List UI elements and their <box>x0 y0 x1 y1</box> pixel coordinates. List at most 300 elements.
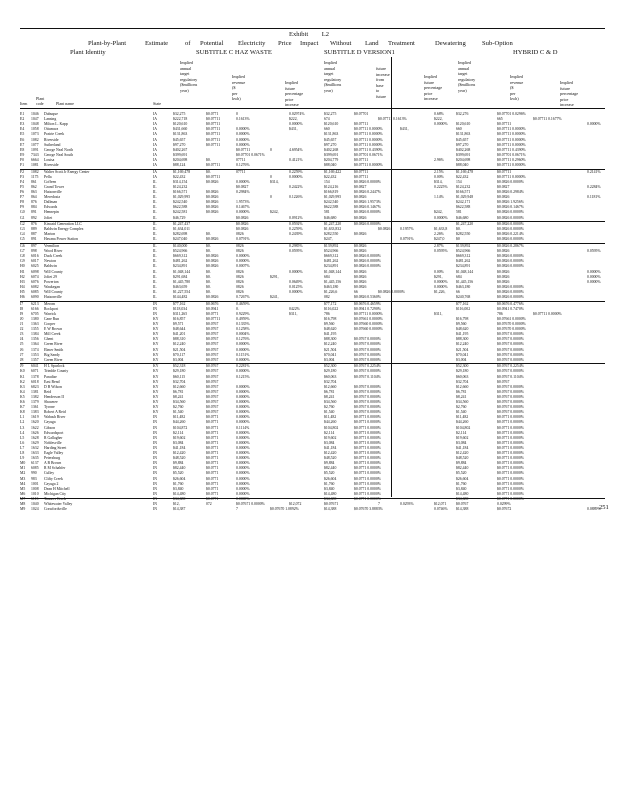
row-state: IA <box>153 142 158 147</box>
row-cell: 0.2985% <box>289 244 303 248</box>
row-plant-name: Wabash River <box>44 415 66 420</box>
row-cell: $240,768 <box>456 295 471 299</box>
row-cell: 0.0000% <box>236 466 250 471</box>
row-cell: $0.0771 <box>206 425 219 430</box>
row-cell: $431, <box>289 127 298 132</box>
row-cell: $282,698 <box>173 232 188 237</box>
row-cell: $0.0826 <box>236 227 249 232</box>
row-plant-name: Robert A Reid <box>44 410 66 415</box>
row-cell: $0.0676 <box>206 301 219 306</box>
row-cell: 0.0000% <box>236 384 250 389</box>
row-cell: $41,195 <box>456 332 469 337</box>
row-plant-code: 1046 <box>31 112 39 116</box>
row-plant-code: 6071 <box>31 369 39 374</box>
row-plant-code: 1008 <box>31 486 39 491</box>
row-cell: $0.0771 <box>206 476 219 481</box>
row-item: E6 <box>20 137 25 142</box>
row-cell: $0.0767 <box>206 405 219 410</box>
row-cell: $41,184 <box>173 445 186 450</box>
row-cell: $0.0826 0.0000% <box>497 227 524 232</box>
row-cell: $12,071 <box>434 502 447 506</box>
row-cell: $234,891 <box>324 264 339 269</box>
row-state: IN <box>153 301 158 306</box>
row-cell: $1,169,478 <box>173 169 191 174</box>
row-item: E5 <box>20 132 25 137</box>
item-header: Item <box>20 101 28 106</box>
row-plant-code: 863 <box>31 190 37 194</box>
row-cell: $481,262 <box>456 259 471 264</box>
row-cell: $0.07670 1.0892% <box>270 507 299 512</box>
row-cell: $0.0826 0.2984% <box>497 190 524 194</box>
row-state: IL <box>153 254 157 259</box>
exhibit-label <box>0 31 618 38</box>
row-cell: $41,201 <box>173 332 186 337</box>
row-cell: 2.26% <box>434 232 444 237</box>
row-cell: $0. <box>206 289 211 294</box>
row-item: G6 <box>20 244 25 248</box>
row-cell: 0.0595% <box>289 249 303 254</box>
row-cell: 0.1226% <box>289 195 303 200</box>
row-plant-code: 983 <box>31 476 37 481</box>
row-plant-name: Big Sandy <box>44 352 60 357</box>
row-plant-code: 6017 <box>31 259 39 264</box>
row-plant-name: Harding Street <box>44 445 67 450</box>
row-item: K1 <box>20 374 25 379</box>
plant-code-header: Plant <box>36 96 45 101</box>
row-plant-code: 892 <box>31 215 37 220</box>
row-cell: $431, <box>400 127 409 132</box>
row-plant-name: Trimble County <box>44 369 69 374</box>
row-cell: $0.07711 0.0000% <box>497 174 526 179</box>
row-cell: $88,124 <box>173 163 186 167</box>
row-cell: $2,760 <box>324 405 335 410</box>
row-cell: $241, <box>270 295 279 299</box>
row-cell: $46,729 <box>173 215 186 220</box>
row-cell: $88,040 <box>324 163 337 167</box>
row-plant-code: 1622 <box>31 425 39 430</box>
row-cell: 0.0000% <box>236 357 250 362</box>
row-cell: $0.0771 <box>206 466 219 471</box>
row-cell: $0.0826 0.0000% <box>497 289 524 294</box>
row-cell: $1,247,437 <box>173 222 191 227</box>
row-cell: 0.0000% <box>289 122 303 127</box>
row-cell: $97,270 <box>324 142 337 147</box>
row-plant-name: Riverside <box>44 163 59 167</box>
row-item: K6 <box>20 400 25 404</box>
row-plant-code: 898 <box>31 249 37 254</box>
row-cell: $0.07711 <box>206 127 221 132</box>
row-cell: $70,117 <box>173 352 186 357</box>
row-cell: $0. <box>206 169 211 174</box>
row-cell: $60,115 <box>173 374 186 379</box>
row-cell: $0.0771 0.0000% <box>354 425 381 430</box>
row-plant-name: Vermilion <box>44 244 60 248</box>
row-cell: $0.0826 0.0000% <box>497 284 524 289</box>
row-cell: $16,798 <box>324 316 337 321</box>
row-cell: $0.0826 <box>206 295 219 299</box>
row-cell: $34,560 <box>324 400 337 404</box>
row-cell: 0.2422% <box>289 184 303 189</box>
row-plant-code: 6085 <box>31 466 39 471</box>
row-cell: $9,884 <box>173 461 184 466</box>
row-cell: $0.0826 <box>206 264 219 269</box>
row-cell: $0.07711 0.0000% <box>354 132 383 137</box>
row-cell: $0.0771 <box>206 112 219 116</box>
row-cell: $0.07671 <box>324 502 339 506</box>
row-cell: $0.0826 <box>236 215 249 220</box>
row-state: IN <box>153 306 158 311</box>
row-cell: $0.0771 0.0000% <box>497 491 524 496</box>
row-state: IA <box>153 163 158 167</box>
row-cell: $0.0771 <box>206 471 219 476</box>
row-cell: $0.0826 0.1467% <box>497 205 524 210</box>
row-item: K0 <box>20 369 25 374</box>
table-row <box>0 237 618 242</box>
row-cell: $82,440 <box>324 466 337 471</box>
row-plant-name: Edwardsport <box>44 430 64 435</box>
row-cell: $1,540 <box>456 410 467 415</box>
row-plant-code: 891 <box>31 210 37 215</box>
row-item: L2 <box>20 420 25 425</box>
row-state: IN <box>153 466 158 471</box>
row-cell: $0.0827 <box>497 184 510 189</box>
row-plant-code: 1082 <box>31 137 39 142</box>
row-item: L5 <box>20 435 25 440</box>
row-cell: $431,660 <box>173 127 188 132</box>
row-cell: $314,154 <box>173 179 188 184</box>
row-cell: $0.0676 0.4776% <box>497 301 524 306</box>
row-state: IN <box>153 502 158 506</box>
row-cell: $282,550 <box>456 232 471 237</box>
row-cell: $0. <box>206 249 211 254</box>
row-cell: $402,268 <box>324 147 339 152</box>
row-cell: 0.0000% <box>236 132 250 137</box>
row-plant-name: Gibson <box>44 425 55 430</box>
row-cell: $5,520 <box>324 471 335 476</box>
row-state: KY <box>153 347 159 352</box>
row-cell: $204,698 <box>173 157 188 162</box>
row-plant-code: 1619 <box>31 415 39 420</box>
row-item: L3 <box>20 425 25 430</box>
row-plant-name: Milton L. Kapp <box>44 122 68 127</box>
row-cell: $88,300 <box>324 337 337 342</box>
row-state: IN <box>153 415 158 420</box>
row-cell: $0.0826 0.0000% <box>497 264 524 269</box>
row-state: KY <box>153 342 159 347</box>
row-state: IN <box>153 486 158 491</box>
row-state: IL <box>153 232 157 237</box>
row-cell: 0.0592% <box>289 222 303 227</box>
row-cell: $14,480 <box>456 491 469 496</box>
row-state: IL <box>153 210 157 215</box>
row-cell: $0.0767 0.0000% <box>354 347 381 352</box>
row-cell: $0.07711 0.0000% <box>354 311 383 316</box>
row-cell: $48,644 <box>173 327 186 332</box>
row-plant-name: Green River <box>44 342 63 347</box>
row-cell: $0.0767 0.0000% <box>497 394 524 399</box>
row-cell: $12,240 <box>173 342 186 347</box>
row-cell: $0.0771 <box>206 311 219 316</box>
row-cell: $6,781 <box>456 389 467 394</box>
row-cell: 0.0000% <box>587 122 601 127</box>
row-item: E8 <box>20 147 25 152</box>
row-cell: $0.0771 0.0000% <box>354 456 381 461</box>
row-cell: $2,114 <box>456 430 467 435</box>
header-block-d-pct: Implied future percentage price increase <box>424 74 443 102</box>
row-cell: $0.0826 <box>497 279 510 284</box>
row-cell: $45,657 <box>173 137 186 142</box>
row-cell: $0.07711 0.1677% <box>533 117 562 122</box>
row-plant-name: Reid <box>44 389 52 394</box>
row-cell: $77,162 <box>173 301 186 306</box>
row-cell: $120,610 <box>173 122 188 127</box>
row-plant-code: 1001 <box>31 481 39 486</box>
row-state: IL <box>153 215 157 220</box>
row-cell: $0.0767 <box>206 374 219 379</box>
row-cell: $26,604 <box>324 476 337 481</box>
row-plant-code: 6166 <box>31 306 39 311</box>
row-cell: $1,226,6 <box>324 289 338 294</box>
row-cell: $1,633,8 <box>434 227 448 232</box>
row-cell: 0.0000% <box>236 415 250 420</box>
title-word: Estimate <box>145 40 169 47</box>
table-row <box>0 358 618 363</box>
row-cell: 0.0000% <box>236 137 250 142</box>
table-row <box>0 507 618 512</box>
row-cell: $0.0826 <box>354 195 367 200</box>
row-cell: $139,892 <box>324 244 339 248</box>
row-plant-name: H L Spurlock <box>44 364 65 369</box>
row-plant-code: 1635 <box>31 456 39 461</box>
row-cell: 2.87% <box>434 244 444 248</box>
row-cell: $52,318 <box>173 364 186 369</box>
row-cell: 0.1613% <box>236 117 250 122</box>
row-plant-code: 6041 <box>31 364 39 369</box>
row-cell: $1,760 <box>456 481 467 486</box>
row-cell: $0.0826 <box>206 254 219 259</box>
row-cell: $222,718 <box>173 117 188 122</box>
row-cell: $0.07670 0.0000% <box>497 322 526 326</box>
row-plant-code: 6016 <box>31 254 39 259</box>
row-cell: $0.0941 0.7290% <box>354 306 381 311</box>
row-cell: 0.0000% <box>236 369 250 374</box>
table-row <box>0 163 618 168</box>
row-cell: 0.0000% <box>236 435 250 440</box>
row-cell: $247, <box>324 237 333 242</box>
row-plant-name: Shawnee <box>44 400 58 404</box>
row-cell: $2,760 <box>173 405 184 410</box>
row-plant-code: 1353 <box>31 352 39 357</box>
row-cell: $0.07711 <box>497 122 512 127</box>
row-cell: $0.0767 0.0000% <box>497 342 524 347</box>
row-cell: $0.0767 <box>206 352 219 357</box>
row-state: IN <box>153 425 158 430</box>
row-plant-name: Newton <box>44 259 57 264</box>
row-cell: $0.0826 0.2867% <box>497 244 524 248</box>
row-cell: $0.0826 0.1467% <box>354 205 381 210</box>
row-plant-code: 1047 <box>31 117 39 122</box>
row-cell: $0.07701 0.0671% <box>354 152 383 157</box>
row-cell: $0.0767 0.0000% <box>497 357 524 362</box>
row-cell: $222, <box>434 117 443 122</box>
row-cell: $131,863 <box>173 132 188 137</box>
row-state: KY <box>153 327 159 332</box>
row-plant-name: R Gallagher <box>44 435 63 440</box>
row-item: F0 <box>20 157 25 162</box>
row-plant-code: 1380 <box>31 316 39 321</box>
row-cell: $2,114 <box>173 430 184 435</box>
page-number: 251 <box>599 504 609 511</box>
row-cell: $32,704 <box>456 379 469 384</box>
row-cell: $0.0767 0.0000% <box>354 342 381 347</box>
row-cell: 0.0125% <box>289 284 303 289</box>
title-word: Sub-Option <box>482 40 513 47</box>
row-cell: $0.0676 0.4659% <box>354 301 381 306</box>
title-word: Land <box>365 40 379 47</box>
row-cell: $0.0767 <box>206 347 219 352</box>
header-block-d: Implied annual target regulatory ($millions year) <box>324 60 342 93</box>
row-cell: $524,966 <box>324 249 339 254</box>
row-plant-name: Clifty Creek <box>44 476 63 481</box>
row-cell: $242,581 <box>173 210 188 215</box>
row-cell: 0.0000% <box>236 491 250 496</box>
row-cell: $0.07711 0.0000% <box>354 163 383 167</box>
row-state: KY <box>153 389 159 394</box>
row-cell: $0.0771 0.0000% <box>497 466 524 471</box>
row-cell: $52,300 <box>456 364 469 369</box>
row-cell: $16,798 <box>456 316 469 321</box>
row-cell: $0.0771 0.0000% <box>497 476 524 481</box>
row-plant-name: Tyrone <box>44 405 55 410</box>
row-cell: 0 <box>270 195 272 200</box>
row-cell: $0.0826 <box>206 179 219 184</box>
row-cell: 0.1151% <box>236 352 250 357</box>
row-state: KY <box>153 337 159 342</box>
row-cell: $6,781 <box>173 389 184 394</box>
row-plant-code: 862 <box>31 184 37 189</box>
row-cell: $19,602 <box>324 435 337 440</box>
row-item: J6 <box>20 347 24 352</box>
row-cell: $0.0826 <box>354 274 367 279</box>
row-cell: $11,482 <box>173 415 186 420</box>
row-item: I9 <box>20 311 24 316</box>
row-cell: $0.0771 0.0000% <box>354 430 381 435</box>
row-state: IA <box>153 152 158 157</box>
row-cell: $32,276 <box>456 112 469 116</box>
row-plant-name: Havana Power Station <box>44 237 78 242</box>
row-plant-code: 876 <box>31 200 37 205</box>
row-cell: 07711 <box>236 157 246 162</box>
row-cell: 0.2439% <box>289 232 303 237</box>
row-cell: $2,114 <box>324 430 335 435</box>
row-cell: 0.0000% <box>289 289 303 294</box>
row-plant-code: 1357 <box>31 357 39 362</box>
title-word: Treatment <box>388 40 415 47</box>
row-cell: $314, <box>270 179 279 184</box>
row-state: KY <box>153 410 159 415</box>
row-cell: $222, <box>289 117 298 122</box>
title-word: Impact <box>300 40 319 47</box>
title-word: Electricity <box>238 40 266 47</box>
row-item: M4 <box>20 481 26 486</box>
row-state: IL <box>153 227 157 232</box>
row-plant-code: 876 <box>31 222 37 227</box>
row-state: IA <box>153 127 158 132</box>
plant-identity-header: Plant Identity <box>70 49 106 56</box>
row-state: IL <box>153 259 157 264</box>
row-cell: $22,432 <box>173 174 186 179</box>
row-cell: $1,048,144 <box>173 269 191 274</box>
row-cell: $0.0767 <box>206 342 219 347</box>
row-cell: 2.96% <box>434 157 444 162</box>
row-plant-name: Henderson II <box>44 394 64 399</box>
row-cell: $0.0771 0.0000% <box>497 445 524 450</box>
row-cell: $0.07701 0.0671% <box>497 152 526 157</box>
row-item: M9 <box>20 507 26 512</box>
row-cell: $9,560 <box>324 322 335 326</box>
row-cell: $1,760 <box>324 481 335 486</box>
row-item: L8 <box>20 451 25 455</box>
row-plant-name: Wood River <box>44 249 63 254</box>
row-cell: $1,169,422 <box>324 169 342 174</box>
row-cell: $0.0826 0.0000% <box>354 254 381 259</box>
row-cell: $97,270 <box>456 142 469 147</box>
row-cell: 0.68% <box>434 112 444 116</box>
row-cell: $118,034 <box>173 306 188 311</box>
row-cell: $0.07711 0.0000% <box>354 127 383 132</box>
row-cell: $0.0771 0.0000% <box>497 435 524 440</box>
row-plant-name: Prairie Creek <box>44 132 65 137</box>
row-cell: 684 <box>456 274 462 279</box>
row-cell: $0.0771 0.0000% <box>354 420 381 425</box>
row-cell: $1,226, <box>434 289 446 294</box>
row-item: G4 <box>20 232 25 237</box>
row-plant-code: 1626 <box>31 430 39 435</box>
row-cell: 0.02974% <box>289 112 305 116</box>
row-cell: $0.0767 0.0000% <box>497 410 524 415</box>
row-cell: $14,480 <box>173 491 186 496</box>
row-cell: $124,232 <box>173 184 188 189</box>
title-word: Dewatering <box>435 40 466 47</box>
row-cell: 0.1258% <box>236 327 250 332</box>
row-cell: $0.0767 <box>206 394 219 399</box>
row-cell: $0.0771 0.0000% <box>354 435 381 440</box>
row-cell: $19,602 <box>456 435 469 440</box>
row-item: G8 <box>20 254 25 259</box>
row-cell: $0.0767 <box>206 410 219 415</box>
row-cell: $0.07701 0.0671% <box>236 152 265 157</box>
row-cell: $32,275 <box>173 112 186 116</box>
row-cell: $0.0826 0.0000% <box>497 222 524 227</box>
row-cell: $12,660 <box>173 384 186 389</box>
row-cell: $0.0767 <box>456 502 469 506</box>
row-plant-name: Will County <box>44 289 63 294</box>
row-cell: 0.4959% <box>236 316 250 321</box>
row-cell: $481,262 <box>173 259 188 264</box>
row-cell: $0. <box>206 157 211 162</box>
row-cell: 7 <box>378 502 380 506</box>
row-state: IL <box>153 184 157 189</box>
row-cell: 0.0000% <box>236 476 250 481</box>
row-item: J9 <box>20 364 24 369</box>
row-plant-code: 6085 <box>31 289 39 294</box>
row-plant-code: 6082 <box>31 284 39 289</box>
row-cell: $0.0771 0.0000% <box>497 430 524 435</box>
row-plant-code: 864 <box>31 195 37 200</box>
exhibit-word: Exhibit <box>289 31 309 38</box>
row-state: IN <box>153 491 158 496</box>
row-state: IN <box>153 430 158 435</box>
